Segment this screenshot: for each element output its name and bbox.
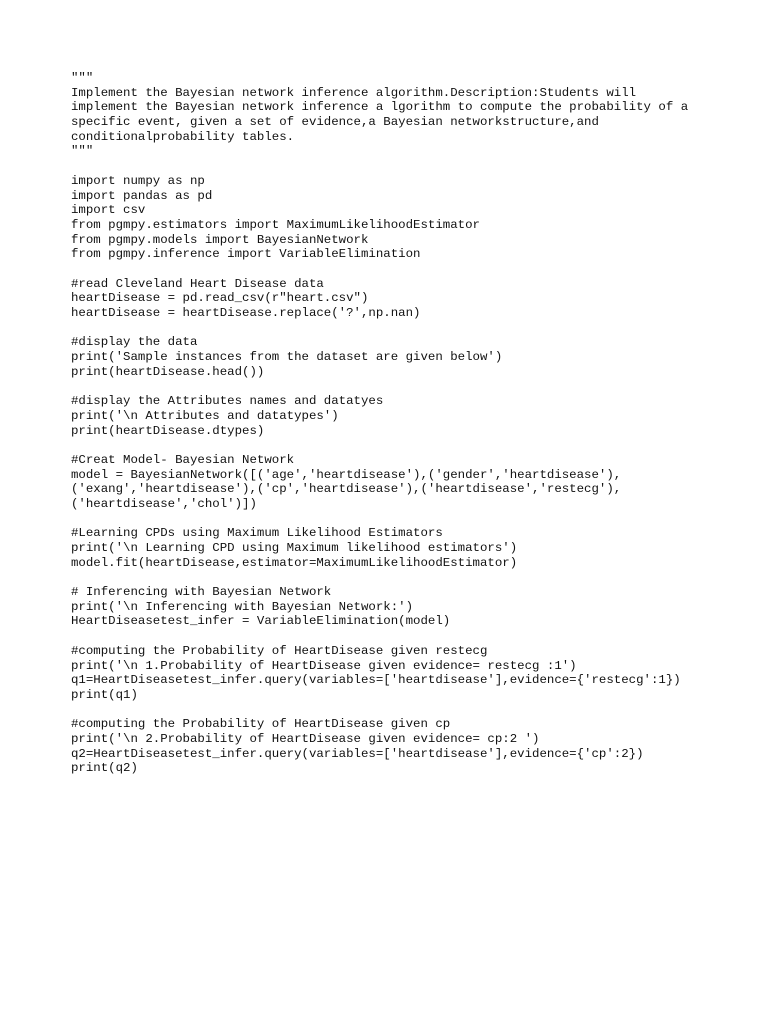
code-line: print(q1) <box>71 687 138 702</box>
code-line: q2=HeartDiseasetest_infer.query(variables=['heartdisease'],evidence={'cp':2}) <box>71 746 644 761</box>
code-line: from pgmpy.inference import VariableElimination <box>71 247 421 262</box>
code-block-docstring <box>71 71 751 159</box>
code-line: """ <box>71 71 94 85</box>
code-line: ('exang','heartdisease'),('cp','heartdisease'),('heartdisease','restecg'), <box>71 482 622 497</box>
code-line: print(q2) <box>71 761 138 776</box>
code-block-query-cp <box>71 717 751 776</box>
code-line: #computing the Probability of HeartDisease given restecg <box>71 643 488 658</box>
code-line: model.fit(heartDisease,estimator=MaximumLikelihoodEstimator) <box>71 555 518 570</box>
code-line: #display the data <box>71 335 198 350</box>
code-line: print('\n Learning CPD using Maximum likelihood estimators') <box>71 541 518 555</box>
code-line: ('heartdisease','chol')]) <box>71 496 257 511</box>
code-line: q1=HeartDiseasetest_infer.query(variables=['heartdisease'],evidence={'restecg':1}) <box>71 673 681 688</box>
code-line: Implement the Bayesian network inference algorithm.Description:Students will <box>71 85 637 100</box>
code-line: #computing the Probability of HeartDisease given cp <box>71 717 451 732</box>
code-line: model = BayesianNetwork([('age','heartdisease'),('gender','heartdisease'), <box>71 467 622 482</box>
code-block-learning-cpds <box>71 526 751 570</box>
code-line: #Creat Model- Bayesian Network <box>71 452 295 467</box>
code-line: print('\n 2.Probability of HeartDisease given evidence= cp:2 ') <box>71 731 540 746</box>
code-block-create-model <box>71 453 751 512</box>
code-line: heartDisease = heartDisease.replace('?',np.nan) <box>71 306 421 320</box>
code-line: from pgmpy.estimators import MaximumLikelihoodEstimator <box>71 217 480 232</box>
code-block-query-restecg <box>71 644 751 703</box>
code-line: print('\n Inferencing with Bayesian Network:') <box>71 599 414 614</box>
code-line: print('\n Attributes and datatypes') <box>71 408 339 423</box>
code-line: heartDisease = pd.read_csv(r"heart.csv") <box>71 291 369 306</box>
code-block-read-data <box>71 277 751 321</box>
code-line: #Learning CPDs using Maximum Likelihood Estimators <box>71 526 443 541</box>
code-line: #read Cleveland Heart Disease data <box>71 276 324 291</box>
code-line: #display the Attributes names and datatyes <box>71 394 384 409</box>
code-line: import pandas as pd <box>71 188 213 203</box>
code-line: print(heartDisease.dtypes) <box>71 423 265 438</box>
code-line: HeartDiseasetest_infer = VariableElimination(model) <box>71 614 451 629</box>
code-line: print('\n 1.Probability of HeartDisease given evidence= restecg :1') <box>71 658 577 673</box>
code-block-imports <box>71 174 751 262</box>
code-line: import csv <box>71 203 146 218</box>
code-line: import numpy as np <box>71 173 205 188</box>
code-block-display-data <box>71 335 751 379</box>
code-line: """ <box>71 144 94 159</box>
code-line: specific event, given a set of evidence,a Bayesian networkstructure,and <box>71 115 599 130</box>
code-line: implement the Bayesian network inference a lgorithm to compute the probability of a <box>71 100 689 115</box>
code-listing <box>71 71 751 791</box>
code-line: print('Sample instances from the dataset are given below') <box>71 350 503 365</box>
code-line: print(heartDisease.head()) <box>71 364 265 379</box>
code-line: # Inferencing with Bayesian Network <box>71 585 332 600</box>
code-line: from pgmpy.models import BayesianNetwork <box>71 232 369 247</box>
code-block-display-attributes <box>71 394 751 438</box>
code-line: conditionalprobability tables. <box>71 129 295 144</box>
code-block-inferencing <box>71 585 751 629</box>
